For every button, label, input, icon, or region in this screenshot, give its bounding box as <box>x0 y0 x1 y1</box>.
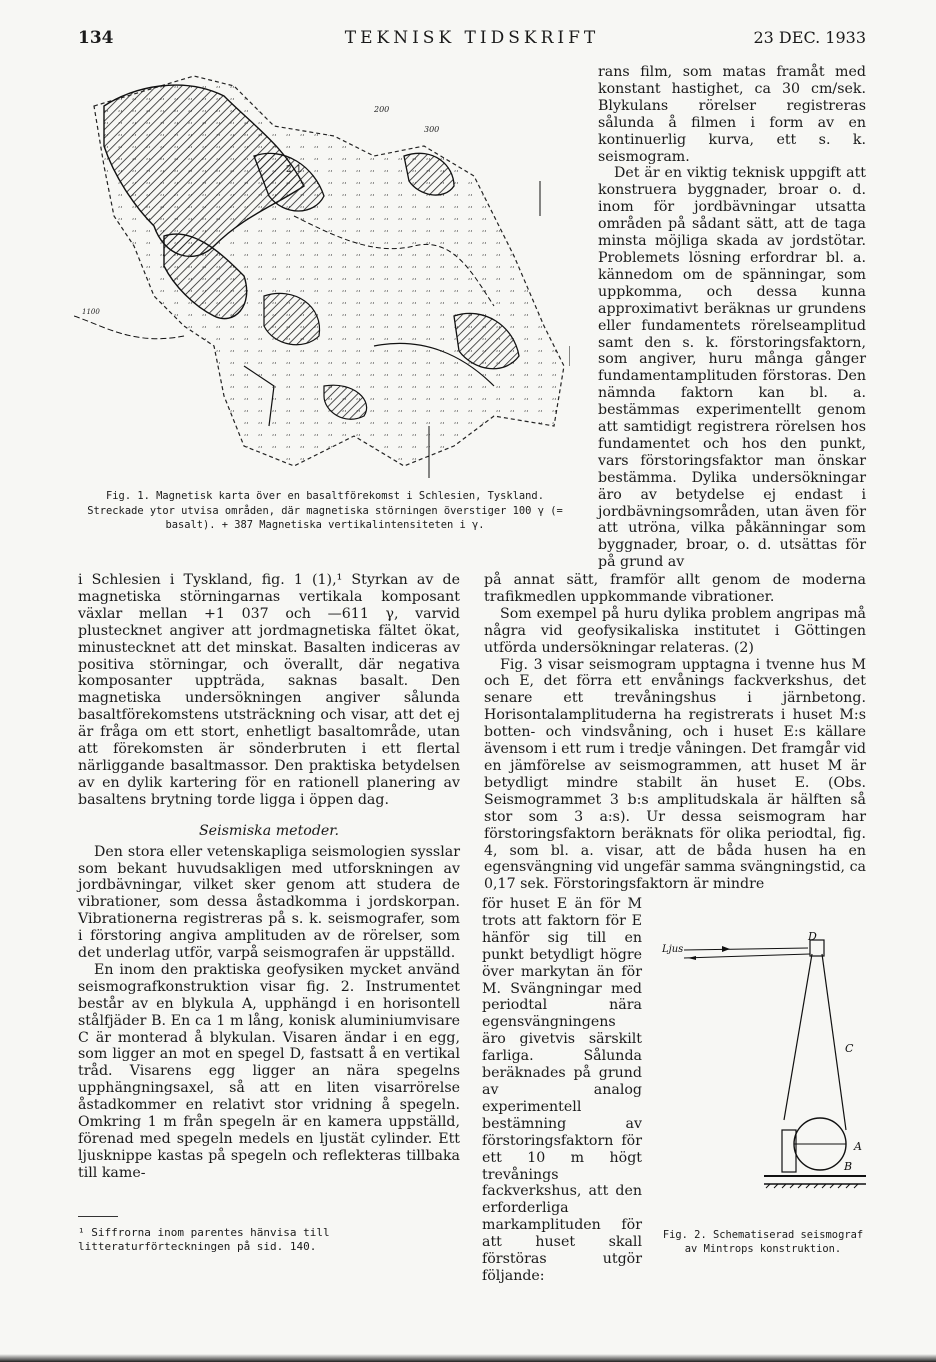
paragraph: Som exempel på huru dylika problem angripas må några vid geofysikaliska institutet i Göttingen utförda undersökningar relateras. (2) <box>484 605 866 656</box>
footnote: ¹ Siffrorna inom parentes hänvisa till litteraturförteckningen på sid. 140. <box>78 1226 330 1253</box>
issue-date: 23 DEC. 1933 <box>753 28 866 47</box>
map-label: 300 <box>424 125 440 134</box>
spring-label: B <box>844 1160 853 1173</box>
page-number: 134 <box>78 28 114 48</box>
paragraph: på annat sätt, framför allt genom de moderna trafikmedlen uppkommande vibrationer. <box>484 572 866 605</box>
paragraph: Det är en viktig teknisk uppgift att konstruera byggnader, broar o. d. inom för jordbävningar utsatta områden på sådant sätt, att de taga minsta möjliga skada av jordstötar. Problemets lösning erfordrar bl. a. kännedom om de spänningar, som uppkomma, och dessa kunna approximativt beräknas ur grundens eller fundamentets rörelseamplitud samt den s. k. förstoringsfaktorn, som angiver, huru många gånger fundamentamplituden förstoras. Den nämnda faktorn kan bl. a. bestämmas experimentellt genom att samtidigt registrera rörelsen hos fundamentet och hos den punkt, vars förstoringsfaktor man önskar bestämma. Dylika undersökningar äro av betydelse ej endast i jordbävningsområden, utan även för att utröna, vilka påkänningar som byggnader, broar, o. d. utsättas för på grund av <box>598 165 866 571</box>
narrow-column <box>482 896 642 1285</box>
paragraph: i Schlesien i Tyskland, fig. 1 (1),¹ Styrkan av de magnetiska störningarnas vertikala komposant växlar mellan +1 037 och —611 γ, varvid plustecknet angiver att jordmagnetiska fältet ökat, minustecknet att det minskat. Basalten indiceras av positiva störningar, och överallt, där negativa komposanter uppträda, saknas basalt. Den magnetiska undersökningen angiver sålunda basaltförekomstens utsträckning och visar, att det ej är fråga om ett stort, enhetligt basaltområde, utan att förekomsten är sönderbruten i ett flertal närliggande basaltmassor. Den praktiska betydelsen av en dylik kartering för en rationell planering av basaltens brytning torde ligga i öppen dag. <box>78 572 460 808</box>
section-heading: Seismiska metoder. <box>198 822 340 839</box>
map-label: 1 <box>296 165 302 175</box>
footnote-rule <box>78 1216 118 1217</box>
mirror-label: D <box>808 930 817 943</box>
right-column-top <box>598 64 866 571</box>
paragraph: Den stora eller vetenskapliga seismologien sysslar som bekant huvudsakligen med utforskningen av jordbävningar, vilket sker genom att studera de vibrationer, som dessa åstadkomma i jordskorpan. Vibrationerna registreras på s. k. seismografer, som i förstoring angiva amplituden av de rörelser, som det underlag utför, varpå seismografen är uppställd. <box>78 843 460 962</box>
map-label: 2 <box>286 165 292 175</box>
paragraph: rans film, som matas framåt med konstant hastighet, ca 30 cm/sek. Blykulans rörelser registreras sålunda å filmen i form av en kontinuerlig kurva, ett s. k. seismogram. <box>598 64 866 165</box>
map-label: 200 <box>374 105 390 114</box>
seismograph-diagram <box>660 930 866 1220</box>
right-column <box>484 572 866 893</box>
magnetic-map-figure <box>74 66 570 482</box>
figure-2-caption: Fig. 2. Schematiserad seismograf av Mintrops konstruktion. <box>662 1229 864 1255</box>
journal-title: TEKNISK TIDSKRIFT <box>344 28 600 48</box>
light-label: Ljus <box>662 944 684 955</box>
lead-ball-label: A <box>854 1140 862 1153</box>
paragraph: En inom den praktiska geofysiken mycket använd seismografkonstruktion visar fig. 2. Instrumentet består av en blykula A, upphängd i en horisontell stålfjäder B. En ca 1 m lång, konisk aluminiumvisare C är monterad å blykulan. Visaren ändar i en egg, som ligger an mot en spegel D, fastsatt å en vertikal tråd. Visarens egg ligger an nära spegelns upphängningsaxel, så att en liten visarrörelse åstadkommer en relativt stor vridning å spegeln. Omkring 1 m från spegeln är en kamera uppställd, förenad med spegeln medels en ljustät cylinder. Ett ljusknippe kastas på spegeln och reflekteras tillbaka till kame- <box>78 961 460 1181</box>
pointer-label: C <box>845 1042 854 1055</box>
page-edge <box>0 1354 936 1362</box>
left-column <box>78 572 460 1182</box>
map-label: 1100 <box>82 308 100 316</box>
figure-1-caption: Fig. 1. Magnetisk karta över en basaltförekomst i Schlesien, Tyskland. Streckade ytor utvisa områden, där magnetiska störningen överstiger 100 γ (= basalt). + 387 Magnetiska vertikalintensiteten i γ. <box>87 490 563 531</box>
paragraph: Fig. 3 visar seismogram upptagna i tvenne hus M och E, det förra ett envånings fackverkshus, det senare ett trevåningshus i järnbetong. Horisontalamplituderna ha registrerats i huset M:s botten- och vindsvåning, och i huset E:s källare ävensom i ett rum i tredje våningen. Det framgår vid en jämförelse av seismogrammen, att huset M är betydligt mindre stabilt än huset E. (Obs. Seismogrammet 3 b:s amplitudskala är hälften så stor som 3 a:s). Ur dessa seismogram har förstoringsfaktorn beräknats för olika periodtal, fig. 4, som bl. a. visar, att de båda husen ha en egensvängning vid ungefär samma svängningstid, ca 0,17 sek. Förstoringsfaktorn är mindre <box>484 656 866 893</box>
page-header <box>78 28 866 52</box>
paragraph: för huset E än för M trots att faktorn för E hänför sig till en punkt betydligt högre över markytan än för M. Svängningar med periodtal nära egensvängningens äro givetvis särskilt farliga. Sålunda beräknades på grund av analog experimentell bestämning av förstoringsfaktorn för ett 10 m högt trevånings fackverkshus, att den erforderliga markamplituden för att huset skall förstöras utgör följande: <box>482 896 642 1284</box>
